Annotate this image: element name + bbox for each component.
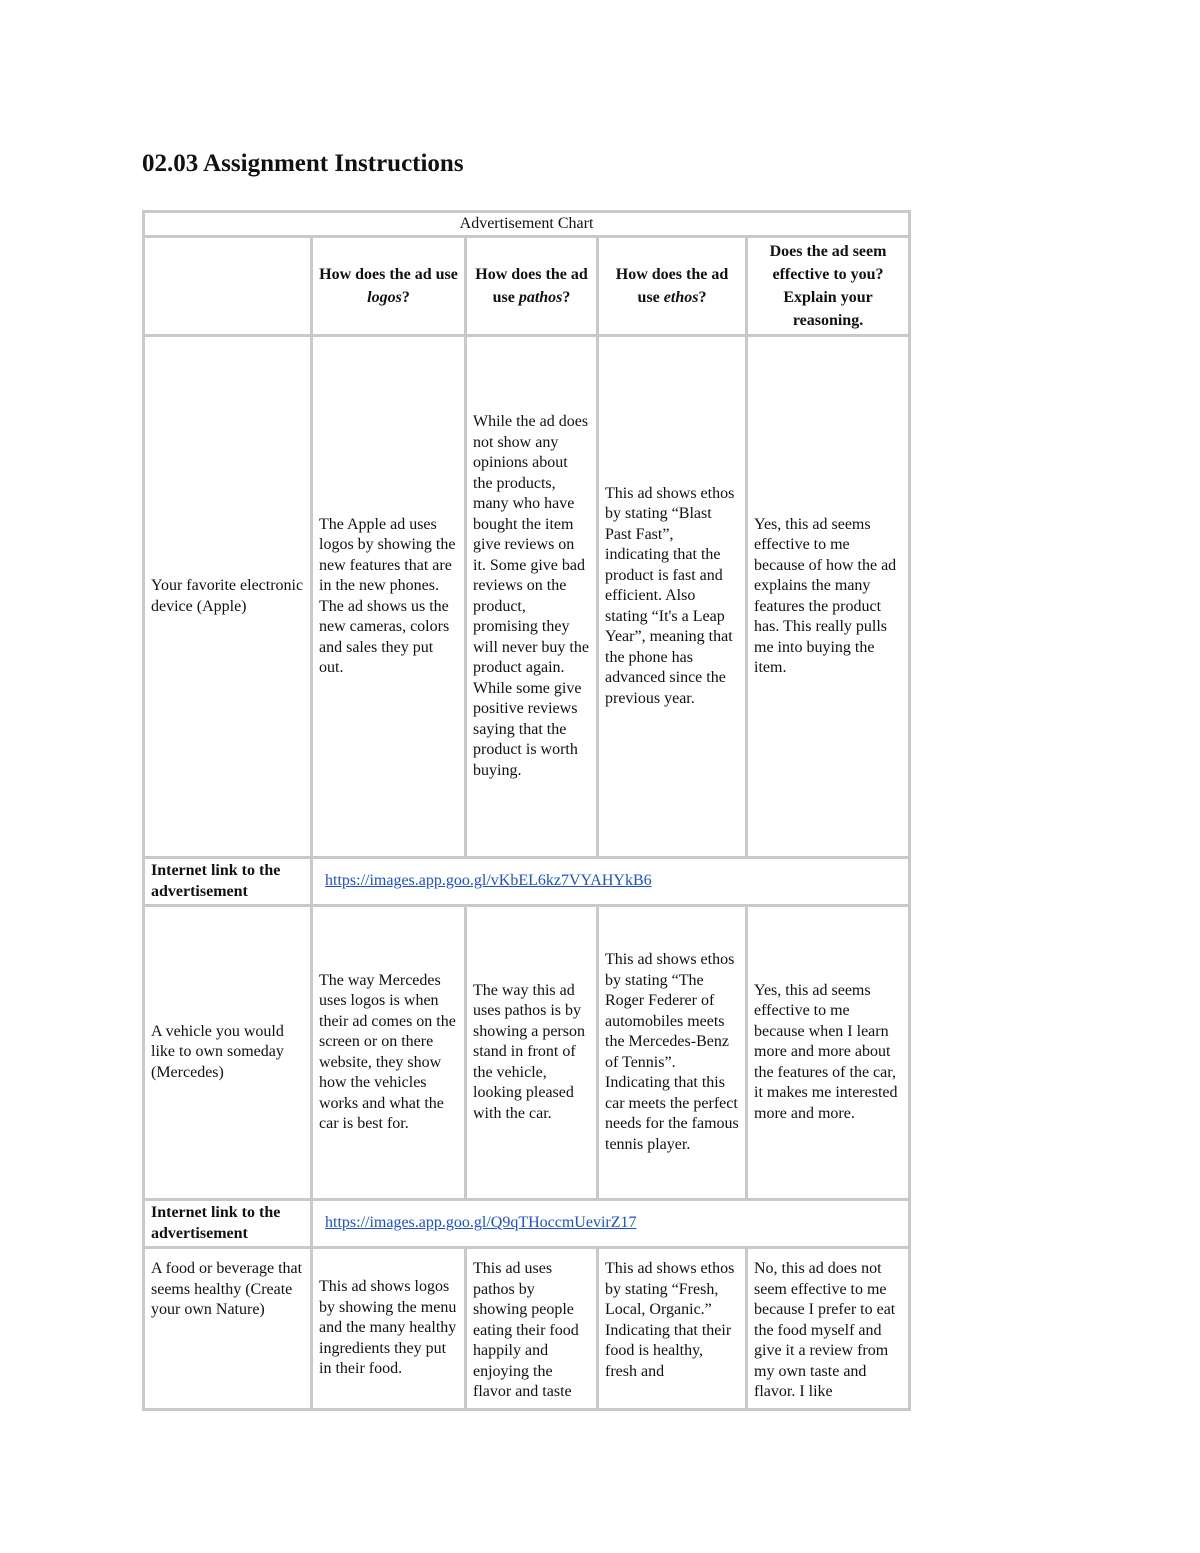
- ethos-cell: This ad shows ethos by stating “Fresh, Local, Organic.” Indicating that their food is healthy, fresh and: [598, 1248, 747, 1410]
- logos-cell: This ad shows logos by showing the menu and the many healthy ingredients they put in their food.: [312, 1248, 466, 1410]
- table-caption: Advertisement Chart: [144, 212, 910, 237]
- advertisement-chart: [142, 210, 911, 1411]
- category-cell: A food or beverage that seems healthy (Create your own Nature): [144, 1248, 312, 1410]
- header-empty-cell: [144, 237, 312, 336]
- logos-cell: The way Mercedes uses logos is when their ad comes on the screen or on there website, they show how the vehicles works and what the car is best for.: [312, 906, 466, 1200]
- logos-cell: The Apple ad uses logos by showing the new features that are in the new phones. The ad shows us the new cameras, colors and sales they put out.: [312, 336, 466, 858]
- advertisement-link[interactable]: https://images.app.goo.gl/Q9qTHoccmUevirZ17: [325, 1214, 637, 1232]
- pathos-cell: The way this ad uses pathos is by showing a person stand in front of the vehicle, looking pleased with the car.: [466, 906, 598, 1200]
- ethos-cell: This ad shows ethos by stating “Blast Past Fast”, indicating that the product is fast and efficient. Also stating “It's a Leap Year”, meaning that the phone has advanced since the previous year.: [598, 336, 747, 858]
- header-pathos: How does the ad use pathos?: [466, 237, 598, 336]
- category-cell: Your favorite electronic device (Apple): [144, 336, 312, 858]
- page-title: 02.03 Assignment Instructions: [142, 150, 464, 177]
- advertisement-link[interactable]: https://images.app.goo.gl/vKbEL6kz7VYAHYkB6: [325, 872, 652, 890]
- header-effective: Does the ad seem effective to you? Explain your reasoning.: [747, 237, 910, 336]
- ethos-cell: This ad shows ethos by stating “The Roger Federer of automobiles meets the Mercedes-Benz of Tennis”. Indicating that this car meets the perfect needs for the famous tennis player.: [598, 906, 747, 1200]
- link-row: [144, 858, 910, 906]
- effective-cell: No, this ad does not seem effective to me because I prefer to eat the food myself and give it a review from my own taste and flavor. I like: [747, 1248, 910, 1410]
- pathos-cell: While the ad does not show any opinions about the products, many who have bought the item give reviews on it. Some give bad reviews on the product, promising they will never buy the product again. While some give positive reviews saying that the product is worth buying.: [466, 336, 598, 858]
- link-row: [144, 1200, 910, 1248]
- category-cell: A vehicle you would like to own someday (Mercedes): [144, 906, 312, 1200]
- table-row: [144, 1248, 910, 1410]
- header-ethos: How does the ad use ethos?: [598, 237, 747, 336]
- header-row: [144, 237, 910, 336]
- header-logos: How does the ad use logos?: [312, 237, 466, 336]
- link-label: Internet link to the advertisement: [144, 858, 312, 906]
- effective-cell: Yes, this ad seems effective to me because when I learn more and more about the features of the car, it makes me interested more and more.: [747, 906, 910, 1200]
- effective-cell: Yes, this ad seems effective to me because of how the ad explains the many features the product has. This really pulls me into buying the item.: [747, 336, 910, 858]
- pathos-cell: This ad uses pathos by showing people eating their food happily and enjoying the flavor and taste: [466, 1248, 598, 1410]
- link-label: Internet link to the advertisement: [144, 1200, 312, 1248]
- table-row: [144, 336, 910, 858]
- table-row: [144, 906, 910, 1200]
